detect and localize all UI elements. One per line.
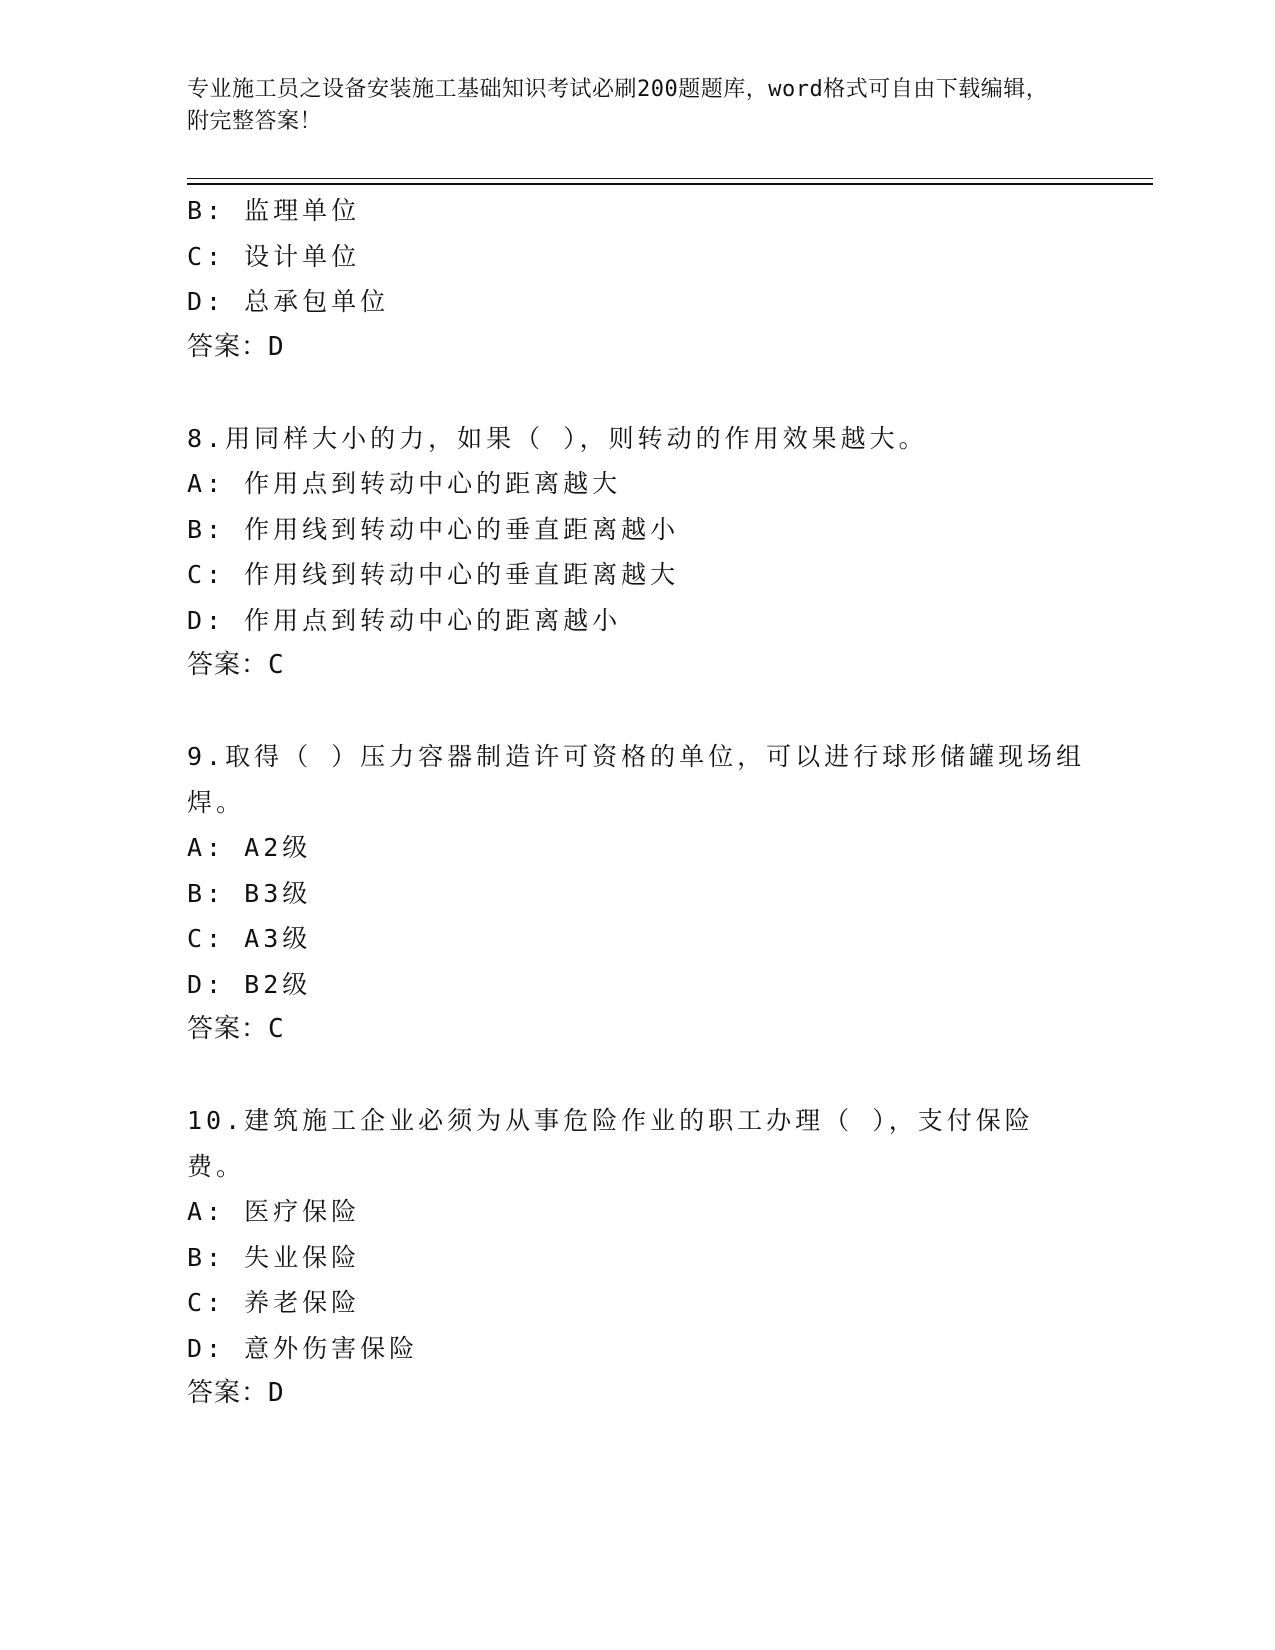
option-d: D: 意外伤害保险 [187, 1333, 419, 1363]
option-c: C: A3级 [187, 924, 312, 953]
option-a: A: 医疗保险 [187, 1197, 361, 1226]
spacer [187, 370, 1087, 416]
answer-line: 答案：D [187, 331, 285, 362]
question-block-7-carryover [187, 188, 1087, 370]
document-header [187, 74, 1067, 138]
answer-line: 答案：D [187, 1378, 285, 1408]
header-divider-thin [187, 178, 1153, 179]
answer-line: 答案：C [187, 1014, 285, 1044]
option-c: C: 设计单位 [187, 241, 361, 271]
question-stem: 10.建筑施工企业必须为从事危险作业的职工办理（ ），支付保险费。 [187, 1106, 1034, 1181]
option-b: B: 失业保险 [187, 1242, 361, 1272]
question-list [187, 188, 1087, 1417]
option-d: D: B2级 [187, 969, 312, 999]
question-stem: 8.用同样大小的力，如果（ ），则转动的作用效果越大。 [187, 423, 928, 453]
header-divider-thick [187, 183, 1153, 185]
option-d: D: 总承包单位 [187, 287, 390, 316]
spacer [187, 689, 1087, 735]
question-stem: 9.取得（ ）压力容器制造许可资格的单位，可以进行球形储罐现场组焊。 [187, 742, 1086, 817]
option-a: A: 作用点到转动中心的距离越大 [187, 469, 622, 498]
option-c: C: 养老保险 [187, 1288, 361, 1317]
option-b: B: 作用线到转动中心的垂直距离越小 [187, 514, 680, 544]
question-block-10 [187, 1098, 1087, 1417]
option-d: D: 作用点到转动中心的距离越小 [187, 605, 622, 635]
answer-line: 答案：C [187, 650, 285, 680]
spacer [187, 1053, 1087, 1099]
option-b: B: 监理单位 [187, 196, 361, 225]
question-block-8 [187, 416, 1087, 689]
option-b: B: B3级 [187, 878, 312, 908]
option-a: A: A2级 [187, 833, 312, 862]
option-c: C: 作用线到转动中心的垂直距离越大 [187, 560, 680, 589]
question-block-9 [187, 734, 1087, 1053]
header-title: 专业施工员之设备安装施工基础知识考试必刷200题题库，word格式可自由下载编辑，附完整答案！ [187, 77, 1049, 134]
